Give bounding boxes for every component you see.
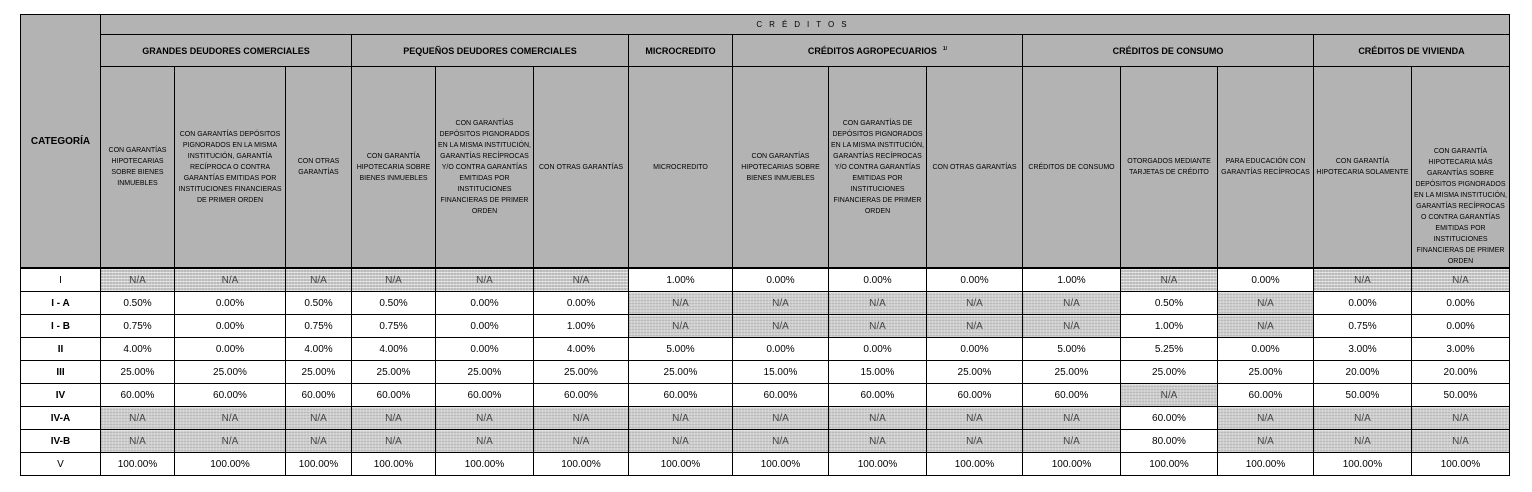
rate-cell: 20.00% <box>1412 361 1510 384</box>
na-cell: N/A <box>286 430 352 453</box>
rate-cell: 60.00% <box>286 384 352 407</box>
column-header <box>733 67 829 269</box>
column-header-label: CRÉDITOS DE CONSUMO <box>1028 163 1115 171</box>
table-row <box>21 407 1510 430</box>
column-header-label: PARA EDUCACIÓN CON GARANTÍAS RECÍPROCAS <box>1221 158 1310 176</box>
main-header: CRÉDITOS <box>756 20 854 29</box>
na-cell: N/A <box>436 407 534 430</box>
column-header-label: CON GARANTÍAS DEPÓSITOS PIGNORADOS EN LA MISMA INSTITUCIÓN, GARANTÍAS RECÍPROCAS Y/O CONTRA GARANTÍAS EMITIDAS POR INSTITUCIONES FINANCIERAS DE PRIMER ORDEN <box>438 119 531 215</box>
group-header <box>1023 35 1314 67</box>
column-header <box>1121 67 1218 269</box>
rate-cell: 100.00% <box>1412 453 1510 476</box>
column-header <box>1023 67 1121 269</box>
rate-cell: 25.00% <box>1023 361 1121 384</box>
na-cell: N/A <box>927 430 1023 453</box>
group-header <box>101 35 352 67</box>
rate-cell: 60.00% <box>101 384 175 407</box>
rate-cell: 20.00% <box>1314 361 1412 384</box>
group-header-label: PEQUEÑOS DEUDORES COMERCIALES <box>403 45 577 56</box>
column-header <box>927 67 1023 269</box>
rate-cell: 100.00% <box>927 453 1023 476</box>
na-cell: N/A <box>733 292 829 315</box>
rate-cell: 80.00% <box>1121 430 1218 453</box>
na-cell: N/A <box>534 407 629 430</box>
column-header-label: CON GARANTÍAS HIPOTECARIAS SOBRE BIENES INMUEBLES <box>108 147 167 187</box>
rate-cell: 5.00% <box>1023 338 1121 361</box>
rate-cell: 0.50% <box>101 292 175 315</box>
na-cell: N/A <box>1218 407 1314 430</box>
rate-cell: 60.00% <box>534 384 629 407</box>
rate-cell: 25.00% <box>534 361 629 384</box>
na-cell: N/A <box>1218 292 1314 315</box>
na-cell: N/A <box>1023 315 1121 338</box>
rate-cell: 100.00% <box>534 453 629 476</box>
na-cell: N/A <box>534 268 629 292</box>
table-row <box>21 361 1510 384</box>
rate-cell: 100.00% <box>829 453 927 476</box>
rate-cell: 60.00% <box>175 384 286 407</box>
rate-cell: 100.00% <box>436 453 534 476</box>
group-header <box>733 35 1023 67</box>
category-header: CATEGORÍA <box>30 135 91 147</box>
rate-cell: 0.00% <box>733 338 829 361</box>
rate-cell: 4.00% <box>286 338 352 361</box>
rate-cell: 0.00% <box>829 338 927 361</box>
rate-cell: 100.00% <box>629 453 733 476</box>
na-cell: N/A <box>352 430 436 453</box>
na-cell: N/A <box>1121 384 1218 407</box>
column-header <box>1412 67 1510 269</box>
na-cell: N/A <box>629 292 733 315</box>
category-cell: I - B <box>21 315 101 338</box>
table-row <box>21 315 1510 338</box>
table-row <box>21 384 1510 407</box>
na-cell: N/A <box>1412 430 1510 453</box>
column-header <box>534 67 629 269</box>
rate-cell: 0.00% <box>175 292 286 315</box>
rate-cell: 60.00% <box>352 384 436 407</box>
column-header-label: CON GARANTÍA HIPOTECARIA MÁS GARANTÍAS SOBRE DEPÓSITOS PIGNORADOS EN LA MISMA INSTITUCIÓN, GARANTÍAS RECÍPROCAS O CONTRA GARANTÍAS EMITIDAS POR INSTITUCIONES FINANCIERAS DE PRIMER ORDEN <box>1414 148 1507 265</box>
rate-cell: 3.00% <box>1412 338 1510 361</box>
table-row <box>21 268 1510 292</box>
category-cell: IV <box>21 384 101 407</box>
na-cell: N/A <box>352 268 436 292</box>
rate-cell: 5.25% <box>1121 338 1218 361</box>
rate-cell: 60.00% <box>629 384 733 407</box>
rate-cell: 100.00% <box>286 453 352 476</box>
category-cell: III <box>21 361 101 384</box>
rate-cell: 60.00% <box>733 384 829 407</box>
rate-cell: 0.00% <box>1218 338 1314 361</box>
column-header <box>629 67 733 269</box>
na-cell: N/A <box>286 268 352 292</box>
na-cell: N/A <box>436 268 534 292</box>
group-header <box>352 35 629 67</box>
rate-cell: 100.00% <box>352 453 436 476</box>
na-cell: N/A <box>1412 407 1510 430</box>
column-header-label: CON OTRAS GARANTÍAS <box>932 163 1017 171</box>
rate-cell: 0.75% <box>1314 315 1412 338</box>
na-cell: N/A <box>1218 315 1314 338</box>
column-header-label: CON GARANTÍA HIPOTECARIA SOLAMENTE <box>1316 158 1409 176</box>
rate-cell: 25.00% <box>286 361 352 384</box>
na-cell: N/A <box>1023 292 1121 315</box>
rate-cell: 0.00% <box>534 292 629 315</box>
rate-cell: 0.50% <box>1121 292 1218 315</box>
rate-cell: 4.00% <box>352 338 436 361</box>
rate-cell: 3.00% <box>1314 338 1412 361</box>
rate-cell: 4.00% <box>101 338 175 361</box>
rate-cell: 0.75% <box>286 315 352 338</box>
na-cell: N/A <box>733 315 829 338</box>
group-header-label: GRANDES DEUDORES COMERCIALES <box>142 45 310 56</box>
main-header-cell <box>101 15 1510 35</box>
na-cell: N/A <box>436 430 534 453</box>
na-cell: N/A <box>629 430 733 453</box>
na-cell: N/A <box>175 430 286 453</box>
na-cell: N/A <box>1314 407 1412 430</box>
table-row <box>21 292 1510 315</box>
rate-cell: 0.00% <box>1314 292 1412 315</box>
rate-cell: 0.75% <box>101 315 175 338</box>
rate-cell: 100.00% <box>175 453 286 476</box>
na-cell: N/A <box>1412 268 1510 292</box>
table-row <box>21 338 1510 361</box>
group-header-label: CRÉDITOS DE CONSUMO <box>1112 45 1224 56</box>
rate-cell: 60.00% <box>927 384 1023 407</box>
group-header-label: CRÉDITOS AGROPECUARIOS <box>807 45 937 56</box>
na-cell: N/A <box>927 292 1023 315</box>
column-header-label: OTORGADOS MEDIANTE TARJETAS DE CRÉDITO <box>1127 158 1211 176</box>
rate-cell: 0.00% <box>927 268 1023 292</box>
rate-cell: 25.00% <box>1218 361 1314 384</box>
column-header <box>175 67 286 269</box>
na-cell: N/A <box>1314 430 1412 453</box>
na-cell: N/A <box>534 430 629 453</box>
group-header <box>1314 35 1510 67</box>
na-cell: N/A <box>1023 430 1121 453</box>
na-cell: N/A <box>175 407 286 430</box>
group-header <box>629 35 733 67</box>
rate-cell: 0.00% <box>1412 292 1510 315</box>
na-cell: N/A <box>1218 430 1314 453</box>
table-row <box>21 453 1510 476</box>
column-header-label: CON GARANTÍAS HIPOTECARIAS SOBRE BIENES INMUEBLES <box>741 152 820 182</box>
column-header <box>286 67 352 269</box>
column-header-label: CON GARANTÍAS DE DEPÓSITOS PIGNORADOS EN LA MISMA INSTITUCIÓN, GARANTÍAS RECÍPROCAS Y/O CONTRA GARANTÍAS EMITIDAS POR INSTITUCIONES FINANCIERAS DE PRIMER ORDEN <box>831 119 924 215</box>
rate-cell: 15.00% <box>829 361 927 384</box>
na-cell: N/A <box>101 407 175 430</box>
column-header-label: CON GARANTÍAS DEPÓSITOS PIGNORADOS EN LA MISMA INSTITUCIÓN, GARANTÍA RECÍPROCA O CONTRA GARANTÍAS EMITIDAS POR INSTITUCIONES FINANCIERAS DE PRIMER ORDEN <box>178 130 282 204</box>
group-header-label: CRÉDITOS DE VIVIENDA <box>1358 45 1465 56</box>
rate-cell: 25.00% <box>1121 361 1218 384</box>
category-cell: V <box>21 453 101 476</box>
rate-cell: 1.00% <box>1023 268 1121 292</box>
rate-cell: 0.00% <box>436 315 534 338</box>
rate-cell: 60.00% <box>436 384 534 407</box>
rate-cell: 1.00% <box>629 268 733 292</box>
rate-cell: 100.00% <box>733 453 829 476</box>
na-cell: N/A <box>829 315 927 338</box>
rate-cell: 25.00% <box>436 361 534 384</box>
rate-cell: 15.00% <box>733 361 829 384</box>
table-row <box>21 430 1510 453</box>
na-cell: N/A <box>733 430 829 453</box>
rate-cell: 50.00% <box>1314 384 1412 407</box>
rate-cell: 0.00% <box>436 292 534 315</box>
rate-cell: 100.00% <box>1121 453 1218 476</box>
category-header-cell <box>21 15 101 269</box>
category-cell: IV-B <box>21 430 101 453</box>
na-cell: N/A <box>1023 407 1121 430</box>
na-cell: N/A <box>175 268 286 292</box>
na-cell: N/A <box>829 430 927 453</box>
rate-cell: 1.00% <box>534 315 629 338</box>
category-cell: IV-A <box>21 407 101 430</box>
rate-cell: 0.75% <box>352 315 436 338</box>
rate-cell: 25.00% <box>629 361 733 384</box>
group-footnote-marker: 1/ <box>942 45 948 52</box>
risk-provision-sheet <box>20 14 1510 476</box>
column-header <box>1314 67 1412 269</box>
rate-cell: 5.00% <box>629 338 733 361</box>
rate-cell: 60.00% <box>1218 384 1314 407</box>
na-cell: N/A <box>352 407 436 430</box>
na-cell: N/A <box>629 407 733 430</box>
rate-cell: 25.00% <box>175 361 286 384</box>
rate-cell: 60.00% <box>1023 384 1121 407</box>
rate-cell: 0.00% <box>829 268 927 292</box>
rate-cell: 0.00% <box>733 268 829 292</box>
category-cell: I <box>21 268 101 292</box>
rate-cell: 0.00% <box>175 315 286 338</box>
column-header <box>436 67 534 269</box>
rate-cell: 0.00% <box>1412 315 1510 338</box>
rate-cell: 0.50% <box>286 292 352 315</box>
column-header <box>352 67 436 269</box>
credit-provision-table <box>20 14 1510 476</box>
column-header <box>1218 67 1314 269</box>
column-header-label: CON GARANTÍA HIPOTECARIA SOBRE BIENES INMUEBLES <box>356 152 431 182</box>
na-cell: N/A <box>629 315 733 338</box>
rate-cell: 0.00% <box>1218 268 1314 292</box>
rate-cell: 25.00% <box>101 361 175 384</box>
column-header <box>101 67 175 269</box>
rate-cell: 0.00% <box>175 338 286 361</box>
na-cell: N/A <box>101 268 175 292</box>
group-header-label: MICROCREDITO <box>645 45 716 56</box>
rate-cell: 60.00% <box>1121 407 1218 430</box>
rate-cell: 100.00% <box>1314 453 1412 476</box>
na-cell: N/A <box>927 315 1023 338</box>
na-cell: N/A <box>286 407 352 430</box>
category-cell: II <box>21 338 101 361</box>
rate-cell: 100.00% <box>1218 453 1314 476</box>
rate-cell: 0.00% <box>927 338 1023 361</box>
na-cell: N/A <box>829 292 927 315</box>
rate-cell: 100.00% <box>1023 453 1121 476</box>
category-cell: I - A <box>21 292 101 315</box>
rate-cell: 0.00% <box>436 338 534 361</box>
rate-cell: 25.00% <box>352 361 436 384</box>
column-header-label: CON OTRAS GARANTÍAS <box>297 158 340 176</box>
na-cell: N/A <box>829 407 927 430</box>
column-header-label: MICROCREDITO <box>653 163 708 171</box>
na-cell: N/A <box>927 407 1023 430</box>
rate-cell: 1.00% <box>1121 315 1218 338</box>
column-header-label: CON OTRAS GARANTÍAS <box>538 163 623 171</box>
rate-cell: 60.00% <box>829 384 927 407</box>
rate-cell: 50.00% <box>1412 384 1510 407</box>
column-header <box>829 67 927 269</box>
na-cell: N/A <box>1121 268 1218 292</box>
na-cell: N/A <box>101 430 175 453</box>
na-cell: N/A <box>1314 268 1412 292</box>
na-cell: N/A <box>733 407 829 430</box>
rate-cell: 100.00% <box>101 453 175 476</box>
rate-cell: 4.00% <box>534 338 629 361</box>
rate-cell: 25.00% <box>927 361 1023 384</box>
rate-cell: 0.50% <box>352 292 436 315</box>
